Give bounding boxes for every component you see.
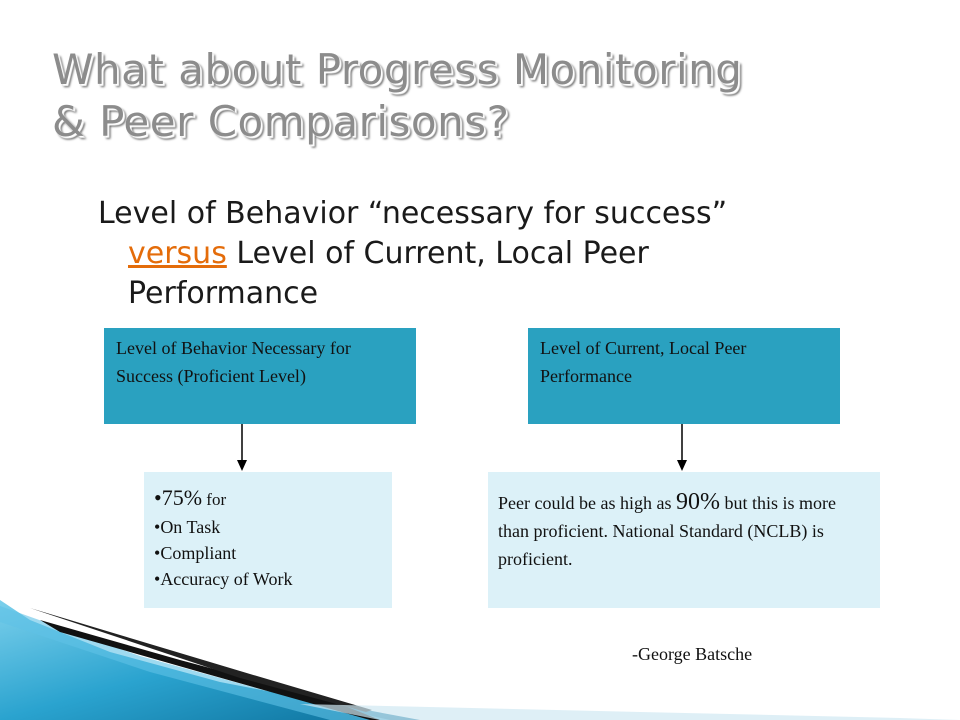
- subtitle-line-2-text: Level of Current, Local Peer: [226, 236, 649, 271]
- percent-90: 90%: [675, 489, 720, 515]
- percent-75: 75%: [161, 485, 203, 510]
- necessary-level-heading: Level of Behavior Necessary for Success (Proficient Level): [116, 338, 351, 386]
- peer-level-box: [528, 328, 840, 424]
- necessary-level-box: [104, 328, 416, 424]
- versus-link[interactable]: versus: [128, 236, 227, 271]
- list-item: [154, 484, 382, 514]
- proficient-criteria-box: [144, 472, 392, 608]
- slide-title: [52, 44, 912, 148]
- list-item-label: Compliant: [160, 543, 237, 563]
- subtitle-line-1: Level of Behavior “necessary for success”: [98, 196, 728, 231]
- peer-note-box: [488, 472, 880, 608]
- title-line-2: & Peer Comparisons?: [52, 97, 510, 146]
- list-item: [154, 566, 382, 592]
- subtitle-line-3: Performance: [128, 276, 319, 311]
- corner-decoration: [0, 600, 960, 720]
- left-down-arrow: [234, 424, 250, 472]
- peer-level-heading: Level of Current, Local Peer Performance: [540, 338, 747, 386]
- criteria-list: [154, 484, 382, 592]
- list-item-label: Accuracy of Work: [160, 569, 293, 589]
- subtitle-line-2: [98, 234, 898, 274]
- right-down-arrow: [674, 424, 690, 472]
- percent-75-suffix: for: [202, 490, 227, 509]
- list-item: [154, 540, 382, 566]
- peer-note-text-b: but this is more than proficient. National Standard (NCLB) is proficient.: [498, 493, 836, 569]
- attribution: -George Batsche: [632, 644, 753, 664]
- title-line-1: What about Progress Monitoring: [52, 45, 743, 94]
- list-item-label: On Task: [160, 517, 221, 537]
- list-item: [154, 514, 382, 540]
- peer-note-text-a: Peer could be as high as: [498, 493, 676, 513]
- slide-subtitle: [98, 194, 898, 314]
